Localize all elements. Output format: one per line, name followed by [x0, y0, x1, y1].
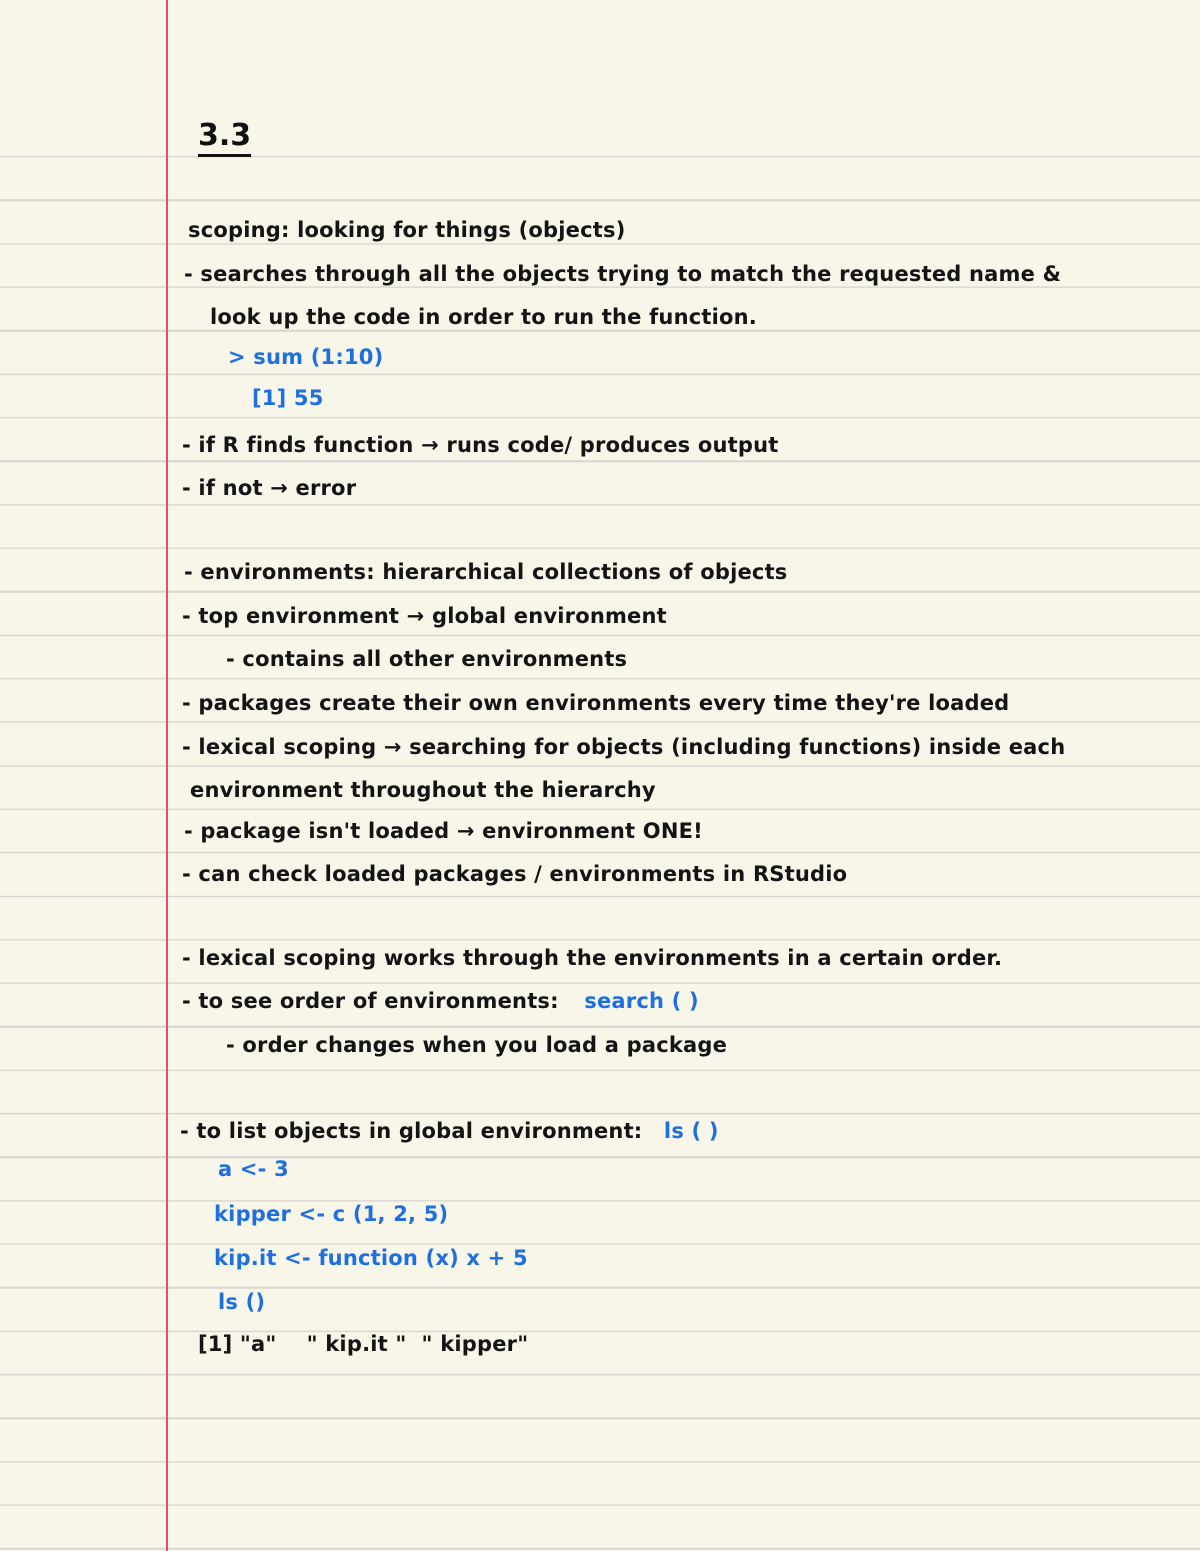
note-line: - top environment → global environment: [182, 604, 667, 628]
code-output: [1] "a" " kip.it " " kipper": [198, 1332, 529, 1356]
note-line: - packages create their own environments every time they're loaded: [182, 691, 1010, 715]
note-line: - package isn't loaded → environment ONE!: [184, 819, 703, 843]
note-line: - contains all other environments: [226, 647, 628, 671]
code-line: kip.it <- function (x) x + 5: [214, 1246, 528, 1270]
note-line: - can check loaded packages / environments in RStudio: [182, 862, 848, 886]
code-line: kipper <- c (1, 2, 5): [214, 1202, 449, 1226]
note-line: scoping: looking for things (objects): [188, 218, 626, 242]
note-line: - if not → error: [182, 476, 357, 500]
note-line: [180, 1117, 719, 1145]
code-line: ls (): [218, 1290, 266, 1314]
note-line: - lexical scoping → searching for objects (including functions) inside each: [182, 735, 1066, 759]
note-line: look up the code in order to run the function.: [210, 305, 757, 329]
note-line: - lexical scoping works through the environments in a certain order.: [182, 946, 1003, 970]
code-inline: search ( ): [584, 989, 699, 1013]
page-title: 3.3: [198, 118, 251, 157]
note-text: - to list objects in global environment:: [180, 1119, 643, 1143]
margin-rule: [166, 0, 168, 1551]
code-line: > sum (1:10): [228, 345, 384, 369]
note-line: - searches through all the objects trying to match the requested name &: [184, 262, 1062, 286]
note-text: - to see order of environments:: [182, 989, 559, 1013]
code-output: [1] 55: [252, 386, 324, 410]
note-line: - environments: hierarchical collections of objects: [184, 560, 788, 584]
code-line: a <- 3: [218, 1157, 289, 1181]
page-header-area: [0, 0, 1200, 150]
code-inline: ls ( ): [663, 1119, 719, 1143]
note-line: [182, 987, 699, 1015]
note-line: - order changes when you load a package: [226, 1033, 728, 1057]
note-line: - if R finds function → runs code/ produces output: [182, 433, 779, 457]
note-line: environment throughout the hierarchy: [190, 778, 656, 802]
